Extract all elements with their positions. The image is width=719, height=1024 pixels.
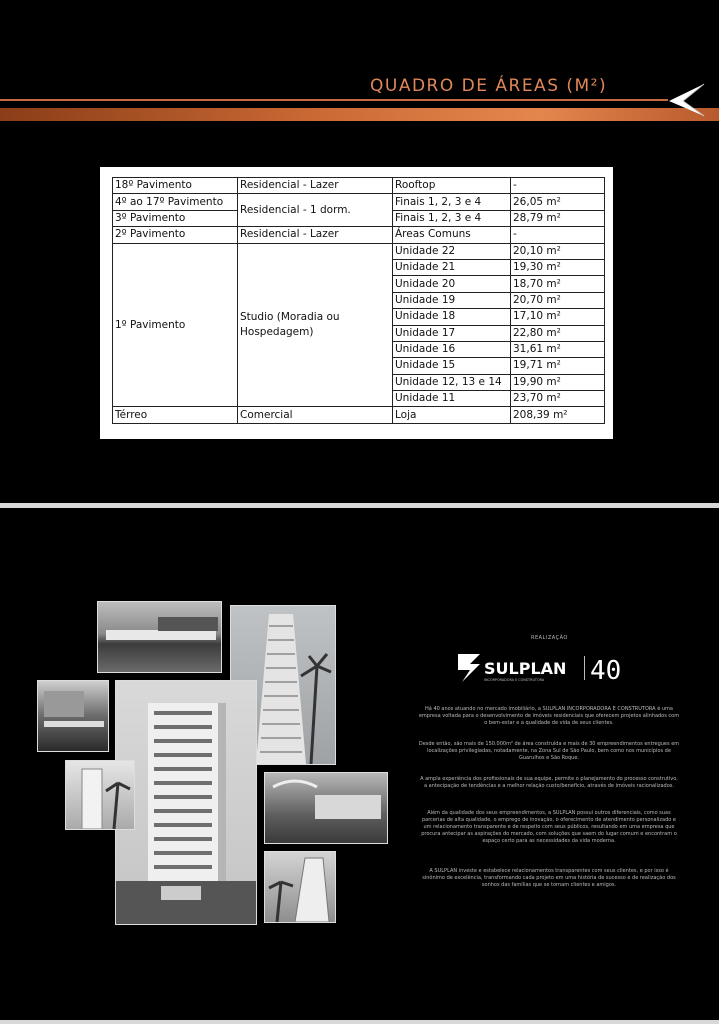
- photo-terrace: [264, 772, 388, 844]
- cell-pavimento: 3º Pavimento: [113, 210, 238, 226]
- cell-tipo: Unidade 19: [393, 292, 511, 308]
- cell-uso: Studio (Moradia ou Hospedagem): [238, 243, 393, 407]
- cell-area: 19,90 m²: [511, 374, 605, 390]
- cell-tipo: Unidade 16: [393, 341, 511, 357]
- cell-pavimento: 4º ao 17º Pavimento: [113, 194, 238, 210]
- cell-area: 28,79 m²: [511, 210, 605, 226]
- cell-tipo: Loja: [393, 407, 511, 423]
- cell-area: 20,70 m²: [511, 292, 605, 308]
- cell-tipo: Unidade 11: [393, 391, 511, 407]
- cell-tipo: Unidade 17: [393, 325, 511, 341]
- table-row: [113, 407, 605, 423]
- table-row: [113, 227, 605, 243]
- cell-uso: Residencial - Lazer: [238, 227, 393, 243]
- cell-uso: Comercial: [238, 407, 393, 423]
- page-title: QUADRO DE ÁREAS (M²): [370, 76, 608, 96]
- arrow-left-icon: [667, 82, 705, 118]
- cell-area: 18,70 m²: [511, 276, 605, 292]
- title-underline: [0, 99, 668, 101]
- cell-tipo: Áreas Comuns: [393, 227, 511, 243]
- about-paragraph: Desde então, são mais de 150.000m² de área construída e mais de 30 empreendimentos entregues em localizações privilegiadas, notadamente, na Zona Sul de São Paulo, bem como nos municípios de Guarulhos e São Roque.: [418, 741, 680, 761]
- cell-tipo: Unidade 18: [393, 309, 511, 325]
- table-row: [113, 243, 605, 259]
- areas-page: [0, 0, 719, 503]
- cell-area: 31,61 m²: [511, 341, 605, 357]
- photo-building-main: [115, 680, 257, 925]
- table-row: [113, 178, 605, 194]
- logo-name: SULPLAN: [484, 659, 567, 678]
- about-paragraph: A ampla experiência dos profissionais de sua equipe, permite o planejamento do processo construtivo, a antecipação de tendências e a melhor relação custo/benefício, através de imóveis racionalizados.: [420, 776, 678, 789]
- cell-area: 19,71 m²: [511, 358, 605, 374]
- cell-pavimento: 2º Pavimento: [113, 227, 238, 243]
- cell-pavimento: 1º Pavimento: [113, 243, 238, 407]
- cell-area: -: [511, 227, 605, 243]
- cell-pavimento: 18º Pavimento: [113, 178, 238, 194]
- cell-area: 208,39 m²: [511, 407, 605, 423]
- cell-pavimento: Térreo: [113, 407, 238, 423]
- about-paragraph: A SULPLAN investe e estabelece relacionamentos transparentes com seus clientes, e por isso é sinônimo de excelência, transformando cada projeto em uma história de sucesso e de realização dos sonhos das famílias que se tornam clientes e amigos.: [422, 868, 676, 888]
- areas-table: [112, 177, 605, 424]
- cell-area: 19,30 m²: [511, 259, 605, 275]
- cell-area: 20,10 m²: [511, 243, 605, 259]
- cell-area: -: [511, 178, 605, 194]
- cell-area: 17,10 m²: [511, 309, 605, 325]
- photo-lobby: [37, 680, 109, 752]
- about-paragraph: Há 40 anos atuando no mercado imobiliário, a SULPLAN INCORPORADORA E CONSTRUTORA é uma empresa voltada para o desenvolvimento de imóveis residenciais que oferecem projetos alinhados com o bem-estar e a qualidade de vida de seus clientes.: [418, 706, 680, 726]
- cell-tipo: Unidade 12, 13 e 14: [393, 374, 511, 390]
- cell-tipo: Unidade 22: [393, 243, 511, 259]
- photo-tower-left: [65, 760, 135, 830]
- cell-tipo: Unidade 15: [393, 358, 511, 374]
- cell-area: 26,05 m²: [511, 194, 605, 210]
- cell-tipo: Finais 1, 2, 3 e 4: [393, 210, 511, 226]
- cell-tipo: Unidade 20: [393, 276, 511, 292]
- logo-subtitle: INCORPORADORA E CONSTRUTORA: [484, 678, 545, 682]
- logo-number: 40: [590, 656, 622, 686]
- copper-band: [0, 108, 719, 121]
- photo-facade: [264, 851, 336, 923]
- sulplan-logo: [456, 650, 644, 686]
- table-row: [113, 194, 605, 210]
- cell-area: 23,70 m²: [511, 391, 605, 407]
- cell-tipo: Finais 1, 2, 3 e 4: [393, 194, 511, 210]
- realizacao-label: REALIZAÇÃO: [531, 635, 568, 641]
- photo-pool: [97, 601, 222, 673]
- cell-uso: Residencial - Lazer: [238, 178, 393, 194]
- cell-uso: Residencial - 1 dorm.: [238, 194, 393, 227]
- cell-tipo: Unidade 21: [393, 259, 511, 275]
- about-paragraph: Além da qualidade dos seus empreendimentos, a SULPLAN possui outros diferenciais, como suas parcerias de alta qualidade, o emprego de inovação, o oferecimento de atendimento personalizado e um relacionamento transparente e de respeito com seus públicos, resultando em uma empresa que procura antecipar as aspirações do mercado, com soluções que saem do lugar comum e encontram o espaço certo para as necessidades da vida moderna.: [421, 810, 677, 844]
- areas-table-card: [100, 167, 613, 439]
- cell-area: 22,80 m²: [511, 325, 605, 341]
- cell-tipo: Rooftop: [393, 178, 511, 194]
